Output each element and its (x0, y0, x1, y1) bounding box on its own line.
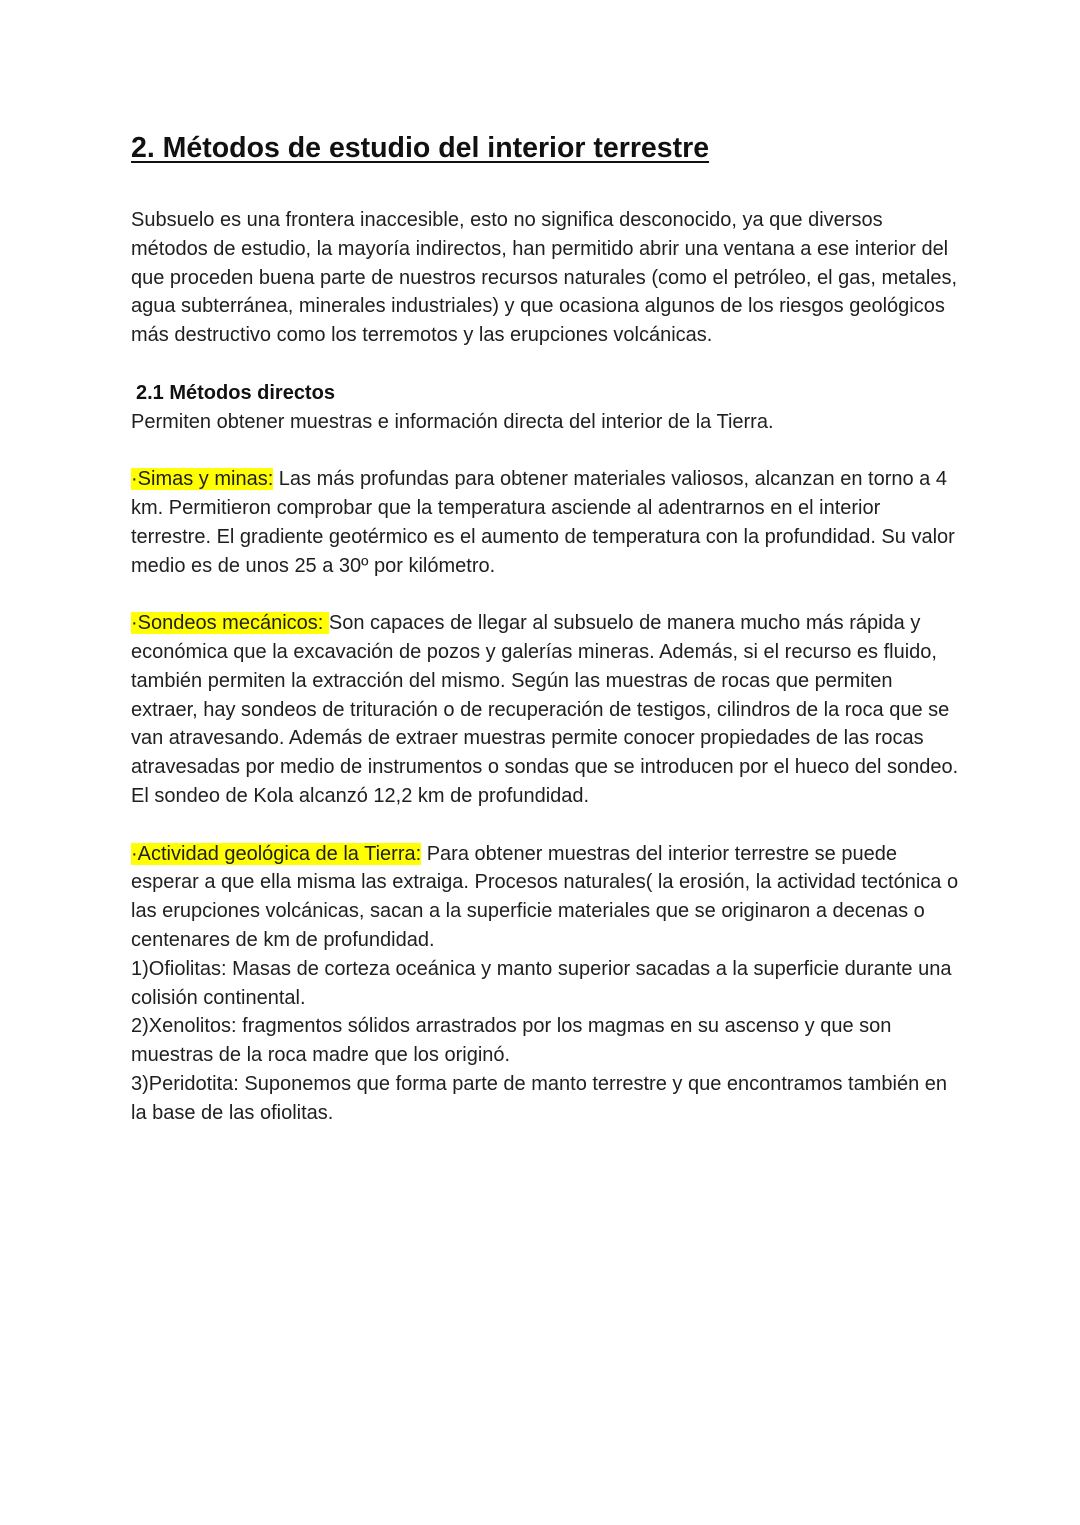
spacer (131, 436, 961, 465)
actividad-highlight: ·Actividad geológica de la Tierra: (131, 842, 422, 865)
document-content (131, 124, 961, 1128)
actividad-paragraph (131, 840, 961, 955)
section-description: Permiten obtener muestras e información directa del interior de la Tierra. (131, 410, 774, 433)
sondeos-paragraph (131, 609, 961, 782)
simas-text: Las más profundas para obtener materiales valiosos, alcanzan en torno a 4 km. Permitieron comprobar que la temperatura asciende al adentrarnos en el interior terrestre. El gradiente geotérmico es el aumento de temperatura con la profundidad. Su valor medio es de unos 25 a 30º por kilómetro. (131, 468, 955, 577)
spacer (131, 580, 961, 609)
simas-highlight: ·Simas y minas: (131, 468, 274, 491)
intro-paragraph: Subsuelo es una frontera inaccesible, esto no significa desconocido, ya que diversos métodos de estudio, la mayoría indirectos, han permitido abrir una ventana a ese interior del que proceden buena parte de nuestros recursos naturales (como el petróleo, el gas, metales, agua subterránea, minerales industriales) y que ocasiona algunos de los riesgos geológicos más destructivo como los terremotos y las erupciones volcánicas. (131, 209, 958, 347)
page-title: 2. Métodos de estudio del interior terrestre (131, 132, 710, 164)
section-heading: 2.1 Métodos directos (136, 381, 335, 404)
list-item-xenolitos: 2)Xenolitos: fragmentos sólidos arrastrados por los magmas en su ascenso y que son muestras de la roca madre que los originó. (131, 1015, 892, 1067)
kola-line: El sondeo de Kola alcanzó 12,2 km de profundidad. (131, 784, 590, 807)
list-item-ofiolitas: 1)Ofiolitas: Masas de corteza oceánica y manto superior sacadas a la superficie durante una colisión continental. (131, 957, 952, 1009)
spacer (131, 811, 961, 840)
spacer (131, 350, 961, 379)
simas-paragraph (131, 465, 961, 580)
sondeos-highlight: ·Sondeos mecánicos: (131, 612, 329, 635)
sondeos-text: Son capaces de llegar al subsuelo de manera mucho más rápida y económica que la excavación de pozos y galerías mineras. Además, si el recurso es fluido, también permiten la extracción del mismo. Según las muestras de rocas que permiten extraer, hay sondeos de trituración o de recuperación de testigos, cilindros de la roca que se van atravesando. Además de extraer muestras permite conocer propiedades de las rocas atravesadas por medio de instrumentos o sondas que se introducen por el hueco del sondeo. (131, 612, 959, 779)
list-item-peridotita: 3)Peridotita: Suponemos que forma parte de manto terrestre y que encontramos también en la base de las ofiolitas. (131, 1072, 948, 1124)
actividad-text: Para obtener muestras del interior terrestre se puede esperar a que ella misma las extraiga. Procesos naturales( la erosión, la actividad tectónica o las erupciones volcánicas, sacan a la superficie materiales que se originaron a decenas o centenares de km de profundidad. (131, 842, 959, 951)
